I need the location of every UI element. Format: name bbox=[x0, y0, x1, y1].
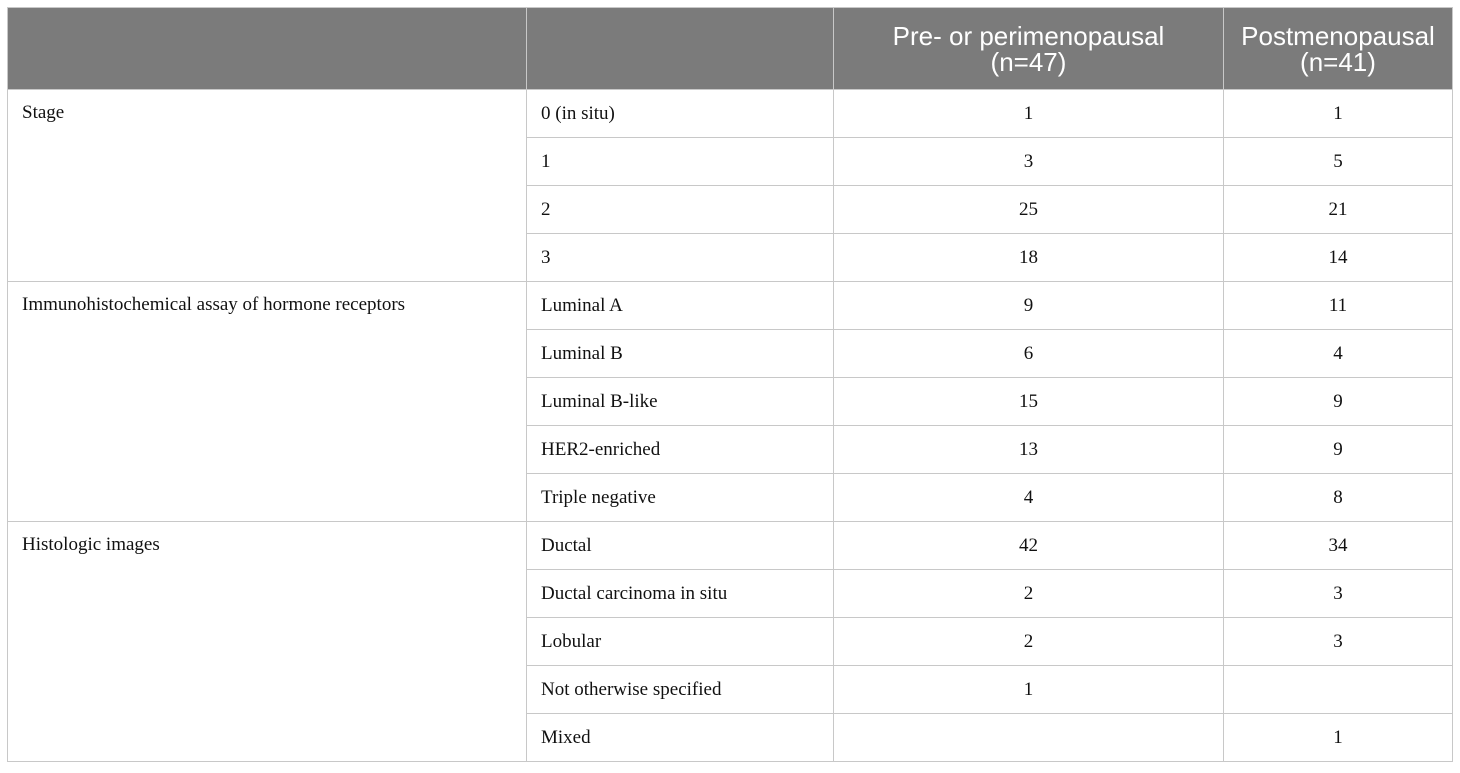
post-value-cell bbox=[1224, 666, 1453, 714]
post-value-cell: 5 bbox=[1224, 138, 1453, 186]
post-value-cell: 3 bbox=[1224, 618, 1453, 666]
subcategory-cell: Not otherwise specified bbox=[527, 666, 834, 714]
post-value-cell: 8 bbox=[1224, 474, 1453, 522]
subcategory-cell: 2 bbox=[527, 186, 834, 234]
group-label-stage: Stage bbox=[8, 90, 527, 282]
table-row bbox=[8, 522, 1453, 570]
subcategory-cell: Triple negative bbox=[527, 474, 834, 522]
table-row bbox=[8, 282, 1453, 330]
subcategory-cell: 1 bbox=[527, 138, 834, 186]
pre-value-cell: 13 bbox=[834, 426, 1224, 474]
pre-value-cell: 18 bbox=[834, 234, 1224, 282]
pre-value-cell: 42 bbox=[834, 522, 1224, 570]
table-body bbox=[8, 90, 1453, 762]
pre-value-cell: 15 bbox=[834, 378, 1224, 426]
subcategory-cell: Lobular bbox=[527, 618, 834, 666]
subcategory-cell: Luminal B-like bbox=[527, 378, 834, 426]
header-pre-count: (n=47) bbox=[990, 46, 1067, 77]
post-value-cell: 21 bbox=[1224, 186, 1453, 234]
group-label-histologic: Histologic images bbox=[8, 522, 527, 762]
pre-value-cell: 1 bbox=[834, 666, 1224, 714]
characteristics-table bbox=[7, 7, 1453, 762]
subcategory-cell: HER2-enriched bbox=[527, 426, 834, 474]
post-value-cell: 3 bbox=[1224, 570, 1453, 618]
pre-value-cell: 3 bbox=[834, 138, 1224, 186]
table-row bbox=[8, 90, 1453, 138]
pre-value-cell bbox=[834, 714, 1224, 762]
pre-value-cell: 25 bbox=[834, 186, 1224, 234]
table-header bbox=[8, 8, 1453, 90]
subcategory-cell: Luminal A bbox=[527, 282, 834, 330]
header-subcategory bbox=[527, 8, 834, 90]
pre-value-cell: 1 bbox=[834, 90, 1224, 138]
header-category bbox=[8, 8, 527, 90]
post-value-cell: 4 bbox=[1224, 330, 1453, 378]
post-value-cell: 34 bbox=[1224, 522, 1453, 570]
header-pre-or-perimenopausal bbox=[834, 8, 1224, 90]
post-value-cell: 14 bbox=[1224, 234, 1453, 282]
subcategory-cell: Mixed bbox=[527, 714, 834, 762]
pre-value-cell: 4 bbox=[834, 474, 1224, 522]
post-value-cell: 1 bbox=[1224, 714, 1453, 762]
subcategory-cell: 0 (in situ) bbox=[527, 90, 834, 138]
subcategory-cell: 3 bbox=[527, 234, 834, 282]
post-value-cell: 1 bbox=[1224, 90, 1453, 138]
post-value-cell: 9 bbox=[1224, 426, 1453, 474]
header-postmenopausal bbox=[1224, 8, 1453, 90]
pre-value-cell: 2 bbox=[834, 618, 1224, 666]
header-post-title: Postmenopausal bbox=[1241, 20, 1435, 51]
subcategory-cell: Ductal bbox=[527, 522, 834, 570]
pre-value-cell: 6 bbox=[834, 330, 1224, 378]
post-value-cell: 11 bbox=[1224, 282, 1453, 330]
pre-value-cell: 9 bbox=[834, 282, 1224, 330]
group-label-immunohistochemical: Immunohistochemical assay of hormone receptors bbox=[8, 282, 527, 522]
post-value-cell: 9 bbox=[1224, 378, 1453, 426]
subcategory-cell: Luminal B bbox=[527, 330, 834, 378]
header-row bbox=[8, 8, 1453, 90]
header-pre-title: Pre- or perimenopausal bbox=[892, 20, 1165, 51]
header-post-count: (n=41) bbox=[1300, 46, 1376, 77]
pre-value-cell: 2 bbox=[834, 570, 1224, 618]
subcategory-cell: Ductal carcinoma in situ bbox=[527, 570, 834, 618]
